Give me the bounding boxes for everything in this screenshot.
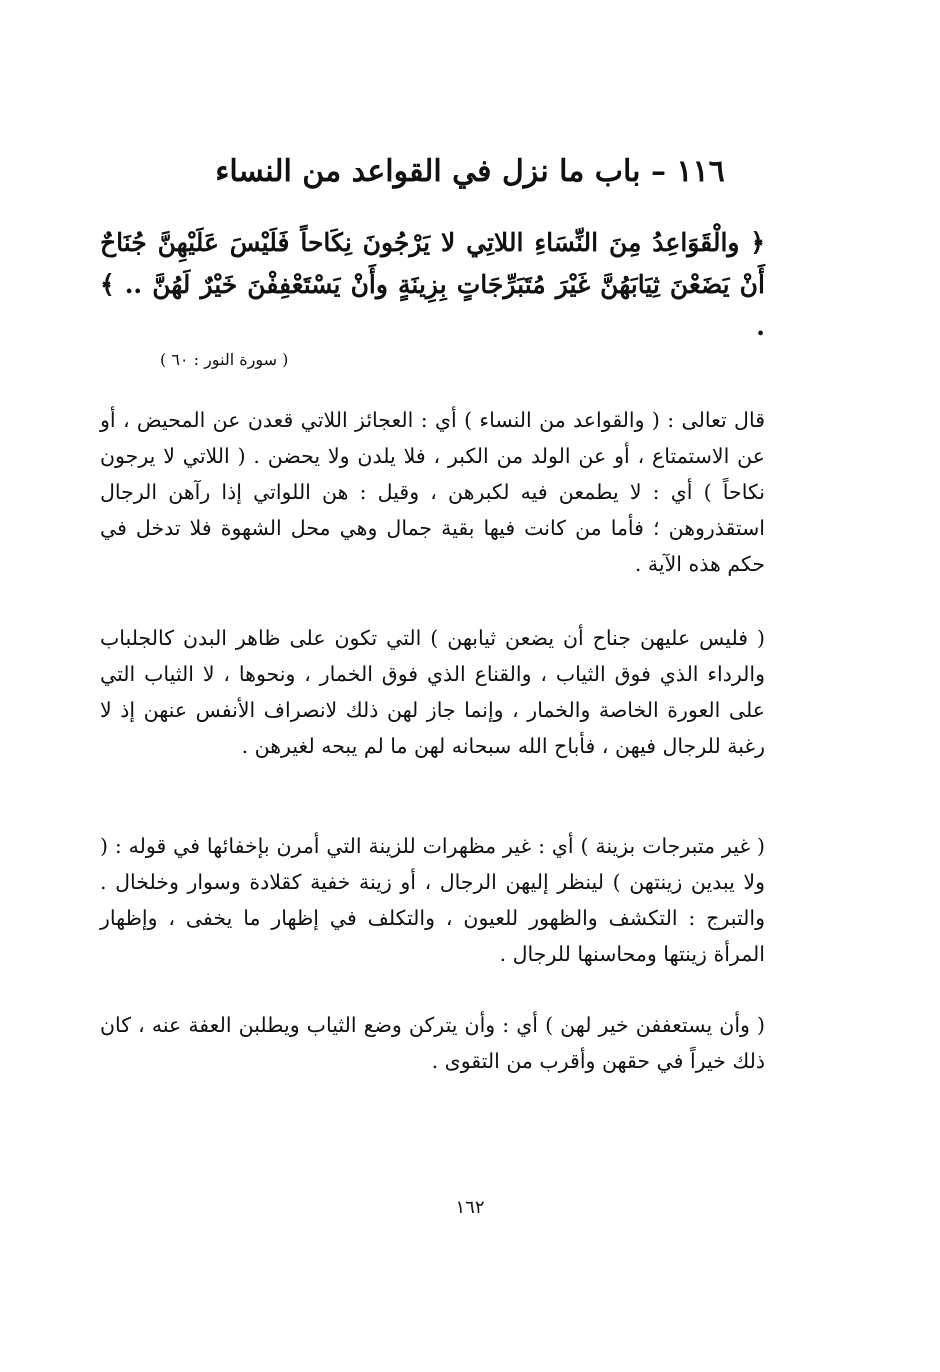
commentary-paragraph-4: ( وأن يستعففن خير لهن ) أي : وأن يتركن وضع الثياب ويطلبن العفة عنه ، كان ذلك خيراً في حقهن وأقرب من التقوى . xyxy=(100,1013,765,1073)
chapter-title: ١١٦ – باب ما نزل في القواعد من النساء xyxy=(215,154,725,189)
verse-reference: ( سورة النور : ٦٠ ) xyxy=(160,350,289,369)
commentary-paragraph-2: ( فليس عليهن جناح أن يضعن ثيابهن ) التي تكون على ظاهر البدن كالجلباب والرداء الذي فوق الثياب ، والقناع الذي فوق الخمار ، ونحوها ، لا الثياب التي على العورة الخاصة والخمار ، وإنما جاز لهن ذلك لانصراف الأنفس عنهن إذ لا رغبة للرجال فيهن ، فأباح الله سبحانه لهن ما لم يبحه لغيرهن . xyxy=(100,626,765,758)
quran-verse: ﴿ والْقَوَاعِدُ مِنَ النِّسَاءِ اللاتِي لا يَرْجُونَ نِكَاحاً فَلَيْسَ عَلَيْهِنَّ جُنَاحٌ أَنْ يَضَعْنَ ثِيَابَهُنَّ غَيْرَ مُتَبَرِّجَاتٍ بِزِينَةٍ وأَنْ يَسْتَعْفِفْنَ خَيْرٌ لَهُنَّ .. ﴾ . xyxy=(100,228,765,341)
commentary-paragraph-1: قال تعالى : ( والقواعد من النساء ) أي : العجائز اللاتي قعدن عن المحيض ، أو عن الاستمتاع ، أو عن الولد من الكبر ، فلا يلدن ولا يحضن . ( اللاتي لا يرجون نكاحاً ) أي : لا يطمعن فيه لكبرهن ، وقيل : هن اللواتي إذا رآهن الرجال استقذروهن ؛ فأما من كانت فيها بقية جمال وهي محل الشهوة فلا تدخل في حكم هذه الآية . xyxy=(100,408,765,576)
page-number: ١٦٢ xyxy=(455,1197,485,1218)
commentary-paragraph-3: ( غير متبرجات بزينة ) أي : غير مظهرات للزينة التي أمرن بإخفائها في قوله : ( ولا يبدين زينتهن ) لينظر إليهن الرجال ، أو زينة خفية كقلادة وسوار وخلخال . والتبرج : التكشف والظهور للعيون ، والتكلف في إظهار ما يخفى ، وإظهار المرأة زينتها ومحاسنها للرجال . xyxy=(100,834,765,966)
